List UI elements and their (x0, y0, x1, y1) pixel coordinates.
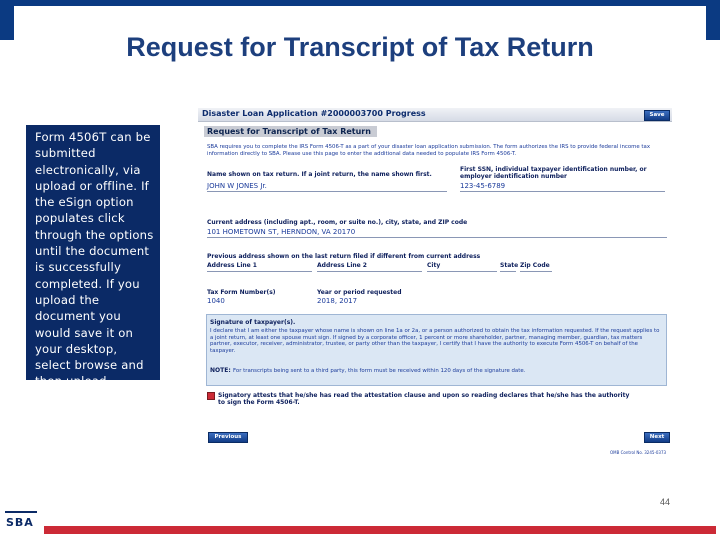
progress-label: Disaster Loan Application #2000003700 Progress (202, 109, 426, 118)
footer-red-bar (44, 526, 716, 534)
address-line1-label: Address Line 1 (207, 262, 257, 269)
tax-form-value: 1040 (207, 297, 225, 305)
zip-input[interactable] (520, 271, 552, 272)
state-label: State (500, 262, 519, 269)
slide-title: Request for Transcript of Tax Return (126, 32, 594, 62)
address-line2-label: Address Line 2 (317, 262, 367, 269)
previous-button[interactable]: Previous (208, 432, 248, 443)
zip-label: Zip Code (520, 262, 550, 269)
signature-title: Signature of taxpayer(s). (210, 319, 296, 326)
address-line2-input[interactable] (317, 271, 422, 272)
page-number: 44 (660, 497, 671, 507)
signature-text: I declare that I am either the taxpayer whose name is shown on line 1a or 2a, or a person authorized to obtain the tax information requested. If the request applies to a joint return, at least one spouse must sign. If signed by a corporate officer, 1 percent or more shareholder, partner, managing member, guardian, tax matters partner, executor, receiver, administrator, trustee, or party other than the taxpayer, I certify that I have the authority to execute Form 4506-T on behalf of the taxpayer. (210, 328, 660, 354)
previous-address-label: Previous address shown on the last return filed if different from current address (207, 253, 481, 260)
attest-text: Signatory attests that he/she has read the attestation clause and upon so reading declares that he/she has the authority to sign the Form 4506-T. (218, 392, 630, 406)
ssn-label: First SSN, individual taxpayer identification number, or employer identification number (460, 166, 647, 180)
instruction-box: Form 4506T can be submitted electronically, via upload or offline. If the eSign option populates click through the options until the document is successfully completed. If you upload the document you would save it on your desktop, select browse and then upload. (26, 125, 160, 380)
sba-logo-mark (5, 511, 37, 513)
sba-logo: SBA (6, 516, 34, 529)
state-input[interactable] (500, 271, 516, 272)
name-value: JOHN W JONES Jr. (207, 182, 267, 190)
city-label: City (427, 262, 441, 269)
name-label: Name shown on tax return. If a joint return, the name shown first. (207, 171, 432, 178)
note-label: NOTE: (210, 367, 231, 374)
signature-box (206, 314, 667, 386)
attest-checkbox[interactable] (207, 392, 215, 400)
omb-number: OMB Control No. 3245-0373 (610, 450, 667, 455)
ssn-value: 123-45-6789 (460, 182, 506, 190)
save-button[interactable]: Save (644, 110, 670, 121)
tax-form-label: Tax Form Number(s) (207, 289, 276, 296)
ssn-underline (460, 191, 665, 192)
top-border (0, 0, 720, 6)
address-label: Current address (including apt., room, or suite no.), city, state, and ZIP code (207, 219, 468, 226)
address-underline (207, 237, 667, 238)
year-label: Year or period requested (317, 289, 402, 296)
progress-bar (198, 108, 672, 122)
next-button[interactable]: Next (644, 432, 670, 443)
city-input[interactable] (427, 271, 497, 272)
form-title: Request for Transcript of Tax Return (204, 126, 377, 137)
address-line1-input[interactable] (207, 271, 312, 272)
form-screenshot (198, 106, 672, 456)
year-value: 2018, 2017 (317, 297, 358, 305)
form-intro: SBA requires you to complete the IRS Form 4506-T as a part of your disaster loan application submission. The form authorizes the IRS to provide federal income tax information directly to SBA. Please use this page to enter the additional data needed to populate IRS Form 4506-T. (207, 144, 651, 157)
address-value: 101 HOMETOWN ST, HERNDON, VA 20170 (207, 228, 356, 236)
note-text: For transcripts being sent to a third party, this form must be received within 120 days of the signature date. (233, 368, 526, 374)
name-underline (207, 191, 447, 192)
